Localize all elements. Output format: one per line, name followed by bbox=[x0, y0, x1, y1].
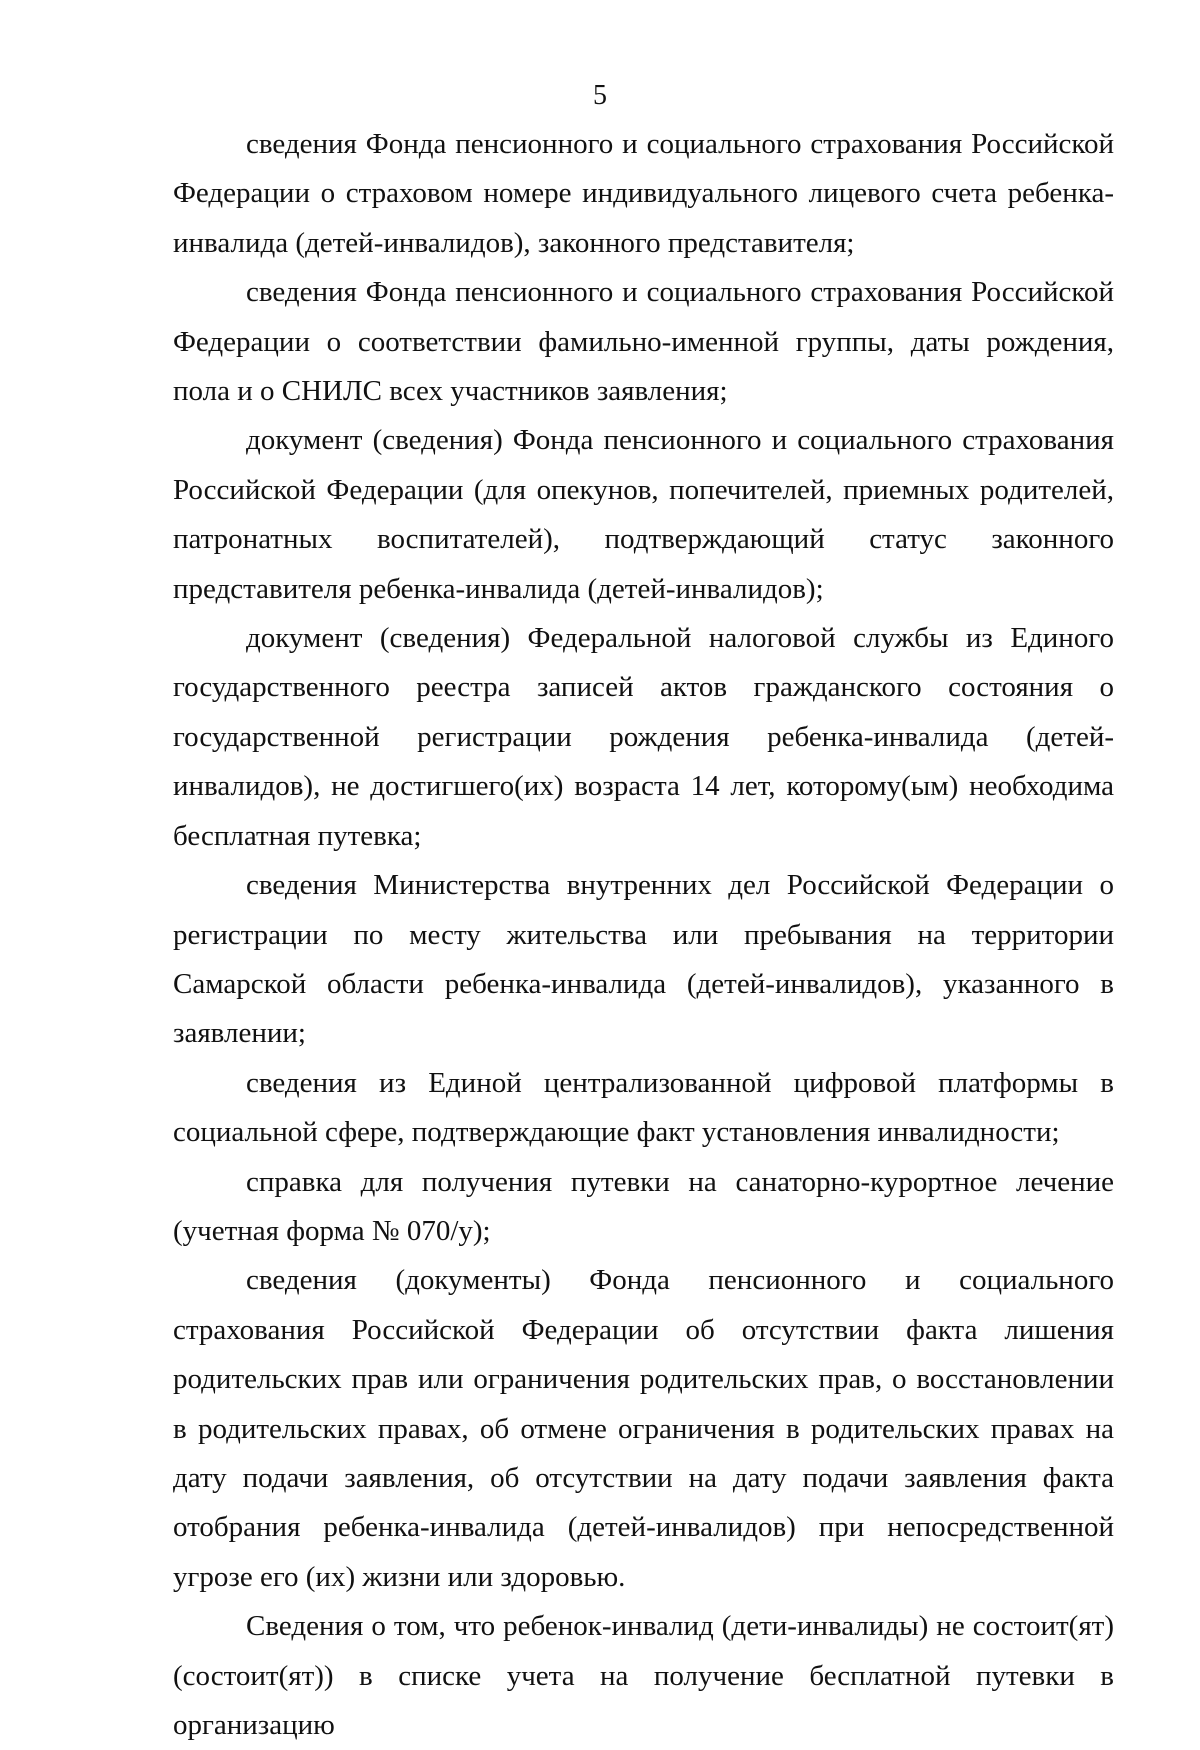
paragraph-disability-fact: сведения из Единой централизованной цифровой платформы в социальной сфере, подтверждающие факт установления инвалидности; bbox=[173, 1066, 1114, 1149]
paragraph-parental-rights: сведения (документы) Фонда пенсионного и социального страхования Российской Федерации об отсутствии факта лишения родительских прав или ограничения родительских прав, о восстановлении в родительских правах, об отмене ограничения в родительских правах на дату подачи заявления, об отсутствии на дату подачи заявления факта отобрания ребенка-инвалида (детей-инвалидов) при непосредственной угрозе его (их) жизни или здоровью. bbox=[173, 1264, 1114, 1593]
paragraph-waiting-list: Сведения о том, что ребенок-инвалид (дети-инвалиды) не состоит(ят) (состоит(ят)) в списке учета на получение бесплатной путевки в организацию bbox=[173, 1610, 1114, 1741]
document-body bbox=[173, 120, 1114, 1750]
page-number: 5 bbox=[593, 80, 607, 111]
paragraph-guardian-status: документ (сведения) Фонда пенсионного и социального страхования Российской Федерации (для опекунов, попечителей, приемных родителей, патронатных воспитателей), подтверждающий статус законного представителя ребенка-инвалида (детей-инвалидов); bbox=[173, 424, 1114, 605]
paragraph-snils-info: сведения Фонда пенсионного и социального страхования Российской Федерации о страховом номере индивидуального лицевого счета ребенка-инвалида (детей-инвалидов), законного представителя; bbox=[173, 128, 1114, 259]
paragraph-birth-registration: документ (сведения) Федеральной налоговой службы из Единого государственного реестра записей актов гражданского состояния о государственной регистрации рождения ребенка-инвалида (детей-инвалидов), не достигшего(их) возраста 14 лет, которому(ым) необходима бесплатная путевка; bbox=[173, 622, 1114, 852]
paragraph-medical-certificate: справка для получения путевки на санаторно-курортное лечение (учетная форма № 070/у); bbox=[173, 1165, 1114, 1247]
paragraph-identity-match: сведения Фонда пенсионного и социального страхования Российской Федерации о соответствии фамильно-именной группы, даты рождения, пола и о СНИЛС всех участников заявления; bbox=[173, 276, 1114, 408]
paragraph-residence-registration: сведения Министерства внутренних дел Российской Федерации о регистрации по месту жительства или пребывания на территории Самарской области ребенка-инвалида (детей-инвалидов), указанного в заявлении; bbox=[173, 869, 1114, 1050]
